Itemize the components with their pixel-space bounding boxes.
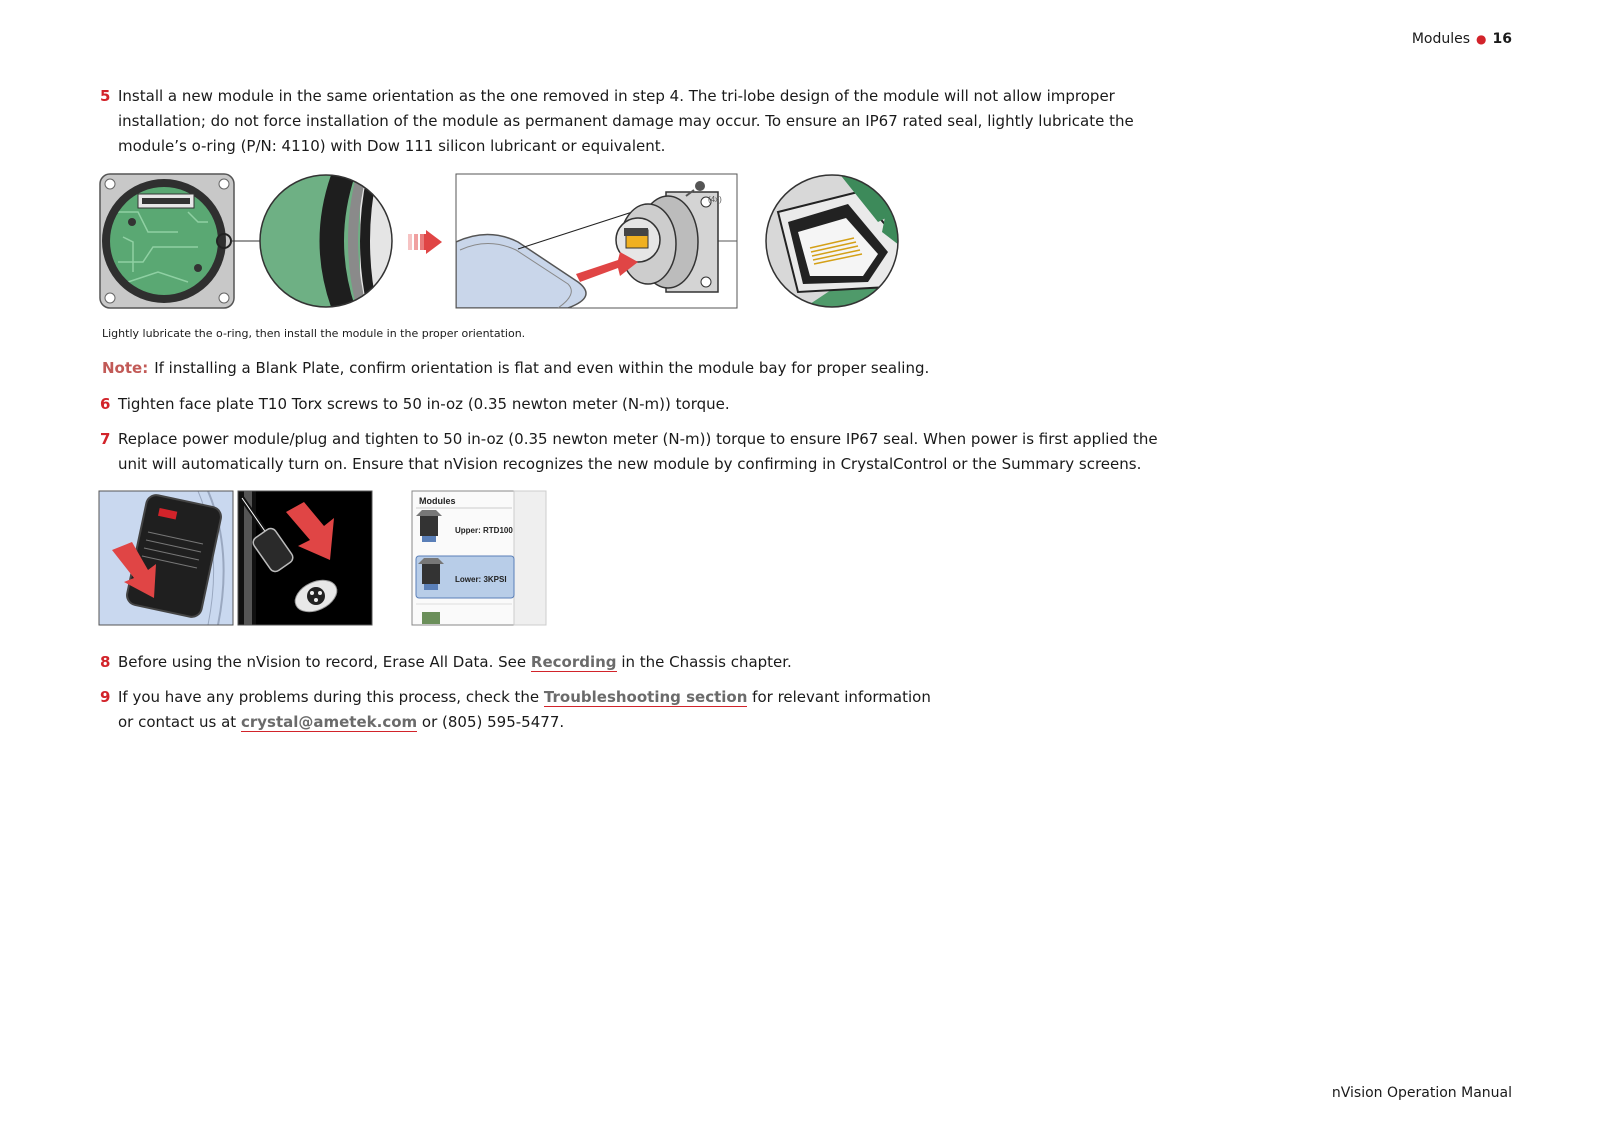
troubleshooting-link[interactable]: Troubleshooting section <box>543 688 748 706</box>
o-ring-closeup-image <box>260 172 440 310</box>
modules-screen-image <box>412 491 546 625</box>
power-module-figure <box>98 490 550 628</box>
step-7 <box>100 427 1180 477</box>
module-insertion-image <box>456 174 763 308</box>
step-text <box>118 650 1180 675</box>
step-number: 5 <box>100 87 111 105</box>
section-title: Modules <box>1411 31 1471 47</box>
arrow-right-icon <box>408 230 442 254</box>
step-number: 7 <box>100 430 111 448</box>
step-5 <box>100 84 1180 159</box>
connector-closeup-image <box>766 172 900 310</box>
note-block <box>102 356 929 381</box>
upper-module-label: Upper: RTD100 <box>455 526 513 535</box>
page-footer: nVision Operation Manual <box>1331 1085 1512 1101</box>
screw-count-label: (4x) <box>708 195 722 204</box>
page-number: 16 <box>1492 31 1512 47</box>
figure-caption: Lightly lubricate the o-ring, then install the module in the proper orientation. <box>102 327 526 340</box>
step-text: Tighten face plate T10 Torx screws to 50 in-oz (0.35 newton meter (N-m)) torque. <box>118 395 730 413</box>
power-module-image <box>99 491 233 625</box>
step-text-post: or (805) 595-5477. <box>417 713 565 731</box>
plug-install-image <box>238 491 372 625</box>
note-label: Note: <box>102 359 149 377</box>
note-text: If installing a Blank Plate, confirm orientation is flat and even within the module bay for proper sealing. <box>154 359 930 377</box>
step-text-pre: Before using the nVision to record, Erase All Data. See <box>118 653 531 671</box>
module-face-image <box>100 174 234 308</box>
step-text: Install a new module in the same orientation as the one removed in step 4. The tri-lobe design of the module will not allow improper installation; do not force installation of the module as permanent damage may occur. To ensure an IP67 rated seal, lightly lubricate the module’s o-ring (P/N: 4110) with Dow 111 silicon lubricant or equivalent. <box>118 87 1134 155</box>
step-number: 8 <box>100 653 111 671</box>
step-text: Replace power module/plug and tighten to 50 in-oz (0.35 newton meter (N-m)) torque to ensure IP67 seal. When power is first applied the unit will automatically turn on. Ensure that nVision recognizes the new module by confirming in CrystalControl or the Summary screens. <box>118 430 1158 473</box>
bullet-icon: ● <box>1476 32 1487 46</box>
lower-module-entry <box>416 556 514 598</box>
page-header <box>1412 31 1512 47</box>
recording-link[interactable]: Recording <box>530 653 617 671</box>
step-9 <box>100 685 940 735</box>
step-text-post: in the Chassis chapter. <box>616 653 792 671</box>
lower-module-label: Lower: 3KPSI <box>455 575 507 584</box>
step-number: 6 <box>100 395 111 413</box>
step-text <box>118 685 940 735</box>
module-install-figure <box>98 172 900 310</box>
step-text-mid: for relevant information or contact us at <box>118 688 931 731</box>
modules-panel-title: Modules <box>419 496 456 506</box>
step-8 <box>100 650 1180 675</box>
step-6 <box>100 392 1180 417</box>
step-text-pre: If you have any problems during this process, check the <box>118 688 544 706</box>
email-link[interactable]: crystal@ametek.com <box>240 713 418 731</box>
step-number: 9 <box>100 688 111 706</box>
